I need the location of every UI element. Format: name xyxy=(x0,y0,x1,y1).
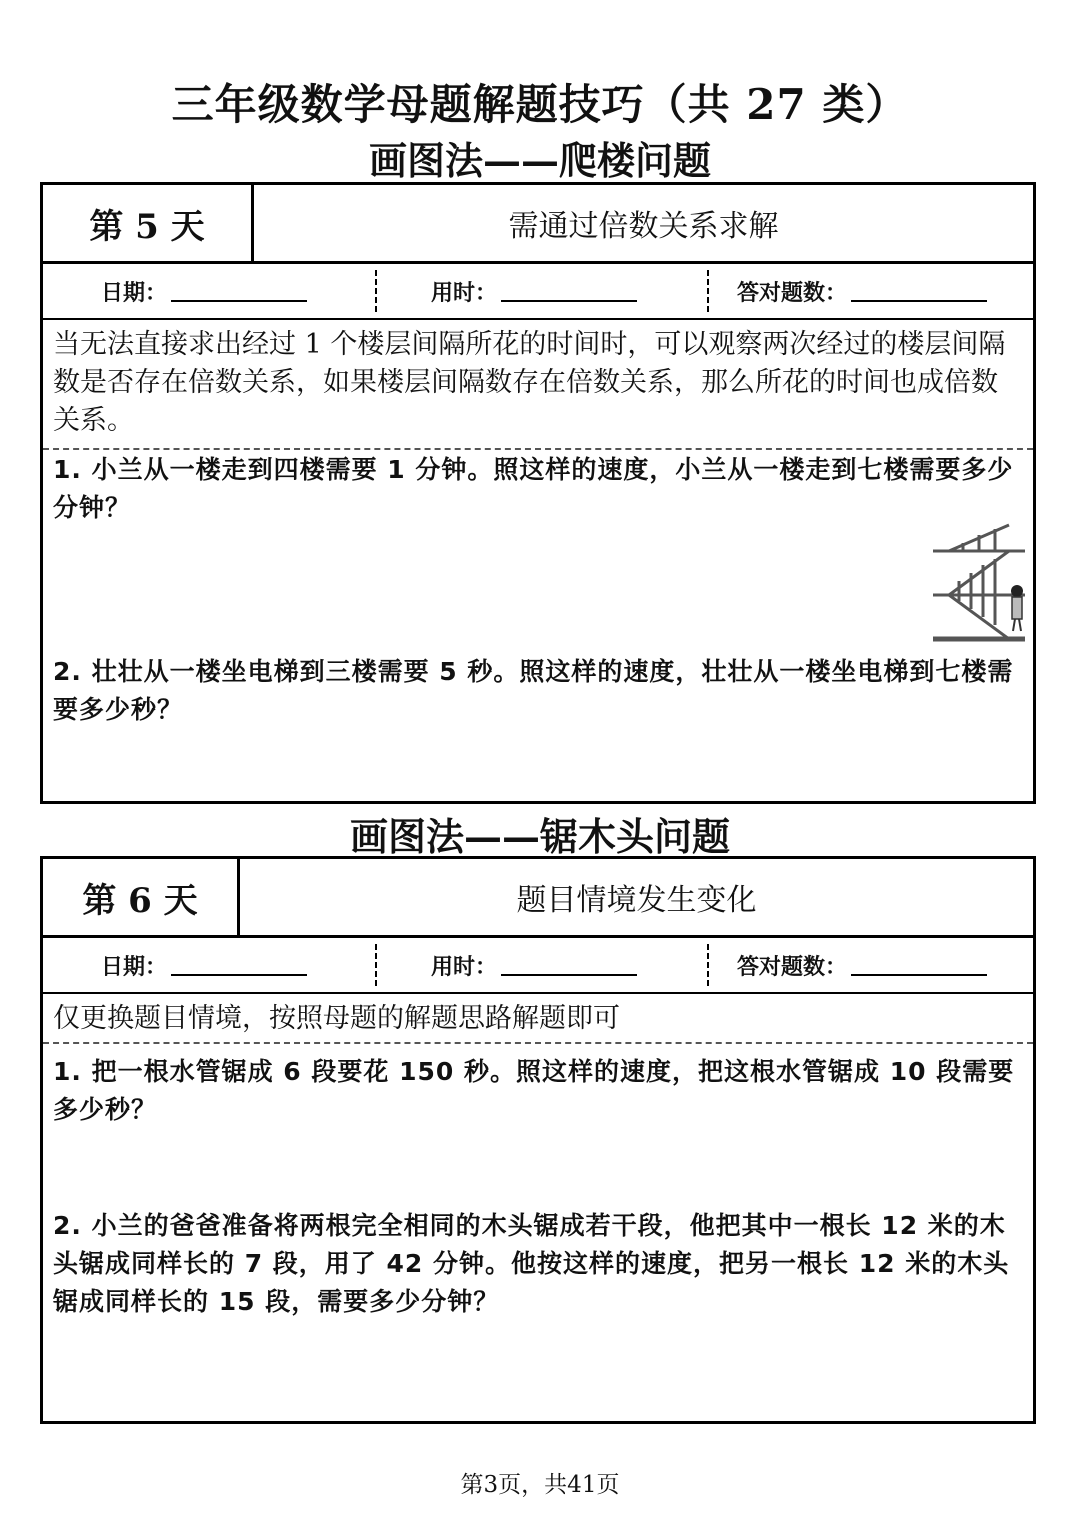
correct-count-label: 答对题数： xyxy=(737,954,848,980)
time-field[interactable] xyxy=(431,264,637,318)
topic-label: 需通过倍数关系求解 xyxy=(508,209,779,244)
divider xyxy=(43,1042,1033,1044)
method-tip: 仅更换题目情境，按照母题的解题思路解题即可 xyxy=(53,1003,620,1034)
worksheet-card-day6 xyxy=(40,856,1036,1424)
date-field[interactable] xyxy=(101,264,307,318)
day-label: 第 6 天 xyxy=(43,859,240,935)
question-2: 2. 小兰的爸爸准备将两根完全相同的木头锯成若干段，他把其中一根长 12 米的木头锯成同样长的 7 段，用了 42 分钟。他按这样的速度，把另一根长 12 米的木头锯成同样长的 15 段，需要多少分钟？ xyxy=(53,1211,1010,1316)
divider xyxy=(707,944,709,986)
card-header xyxy=(43,185,1033,264)
date-label: 日期： xyxy=(101,954,168,980)
correct-count-blank[interactable] xyxy=(851,954,987,976)
meta-row xyxy=(43,938,1033,994)
main-title: 三年级数学母题解题技巧（共 27 类） xyxy=(171,80,909,129)
divider xyxy=(375,944,377,986)
date-field[interactable] xyxy=(101,938,307,992)
divider xyxy=(707,270,709,312)
correct-count-blank[interactable] xyxy=(851,280,987,302)
section-title: 画图法——爬楼问题 xyxy=(368,138,711,183)
date-blank[interactable] xyxy=(171,280,307,302)
method-tip: 当无法直接求出经过 1 个楼层间隔所花的时间时，可以观察两次经过的楼层间隔数是否存在倍数关系，如果楼层间隔数存在倍数关系，那么所花的时间也成倍数关系。 xyxy=(53,329,1006,436)
staircase-girl-icon xyxy=(929,521,1029,645)
topic-label: 题目情境发生变化 xyxy=(516,883,757,918)
question-1: 1. 小兰从一楼走到四楼需要 1 分钟。照这样的速度，小兰从一楼走到七楼需要多少分钟？ xyxy=(53,455,1014,522)
time-field[interactable] xyxy=(431,938,637,992)
time-label: 用时： xyxy=(431,954,498,980)
meta-row xyxy=(43,264,1033,320)
worksheet-card-day5 xyxy=(40,182,1036,804)
time-blank[interactable] xyxy=(501,280,637,302)
question-2: 2. 壮壮从一楼坐电梯到三楼需要 5 秒。照这样的速度，壮壮从一楼坐电梯到七楼需要多少秒？ xyxy=(53,657,1014,724)
divider xyxy=(43,448,1033,450)
correct-count-field[interactable] xyxy=(737,264,987,318)
correct-count-field[interactable] xyxy=(737,938,987,992)
section-title: 画图法——锯木头问题 xyxy=(349,814,730,859)
card-header xyxy=(43,859,1033,938)
time-blank[interactable] xyxy=(501,954,637,976)
date-blank[interactable] xyxy=(171,954,307,976)
correct-count-label: 答对题数： xyxy=(737,280,848,306)
divider xyxy=(375,270,377,312)
page-footer: 第3页，共41页 xyxy=(460,1472,620,1498)
date-label: 日期： xyxy=(101,280,168,306)
time-label: 用时： xyxy=(431,280,498,306)
question-1: 1. 把一根水管锯成 6 段要花 150 秒。照这样的速度，把这根水管锯成 10 段需要多少秒？ xyxy=(53,1057,1015,1124)
day-label: 第 5 天 xyxy=(43,185,254,261)
